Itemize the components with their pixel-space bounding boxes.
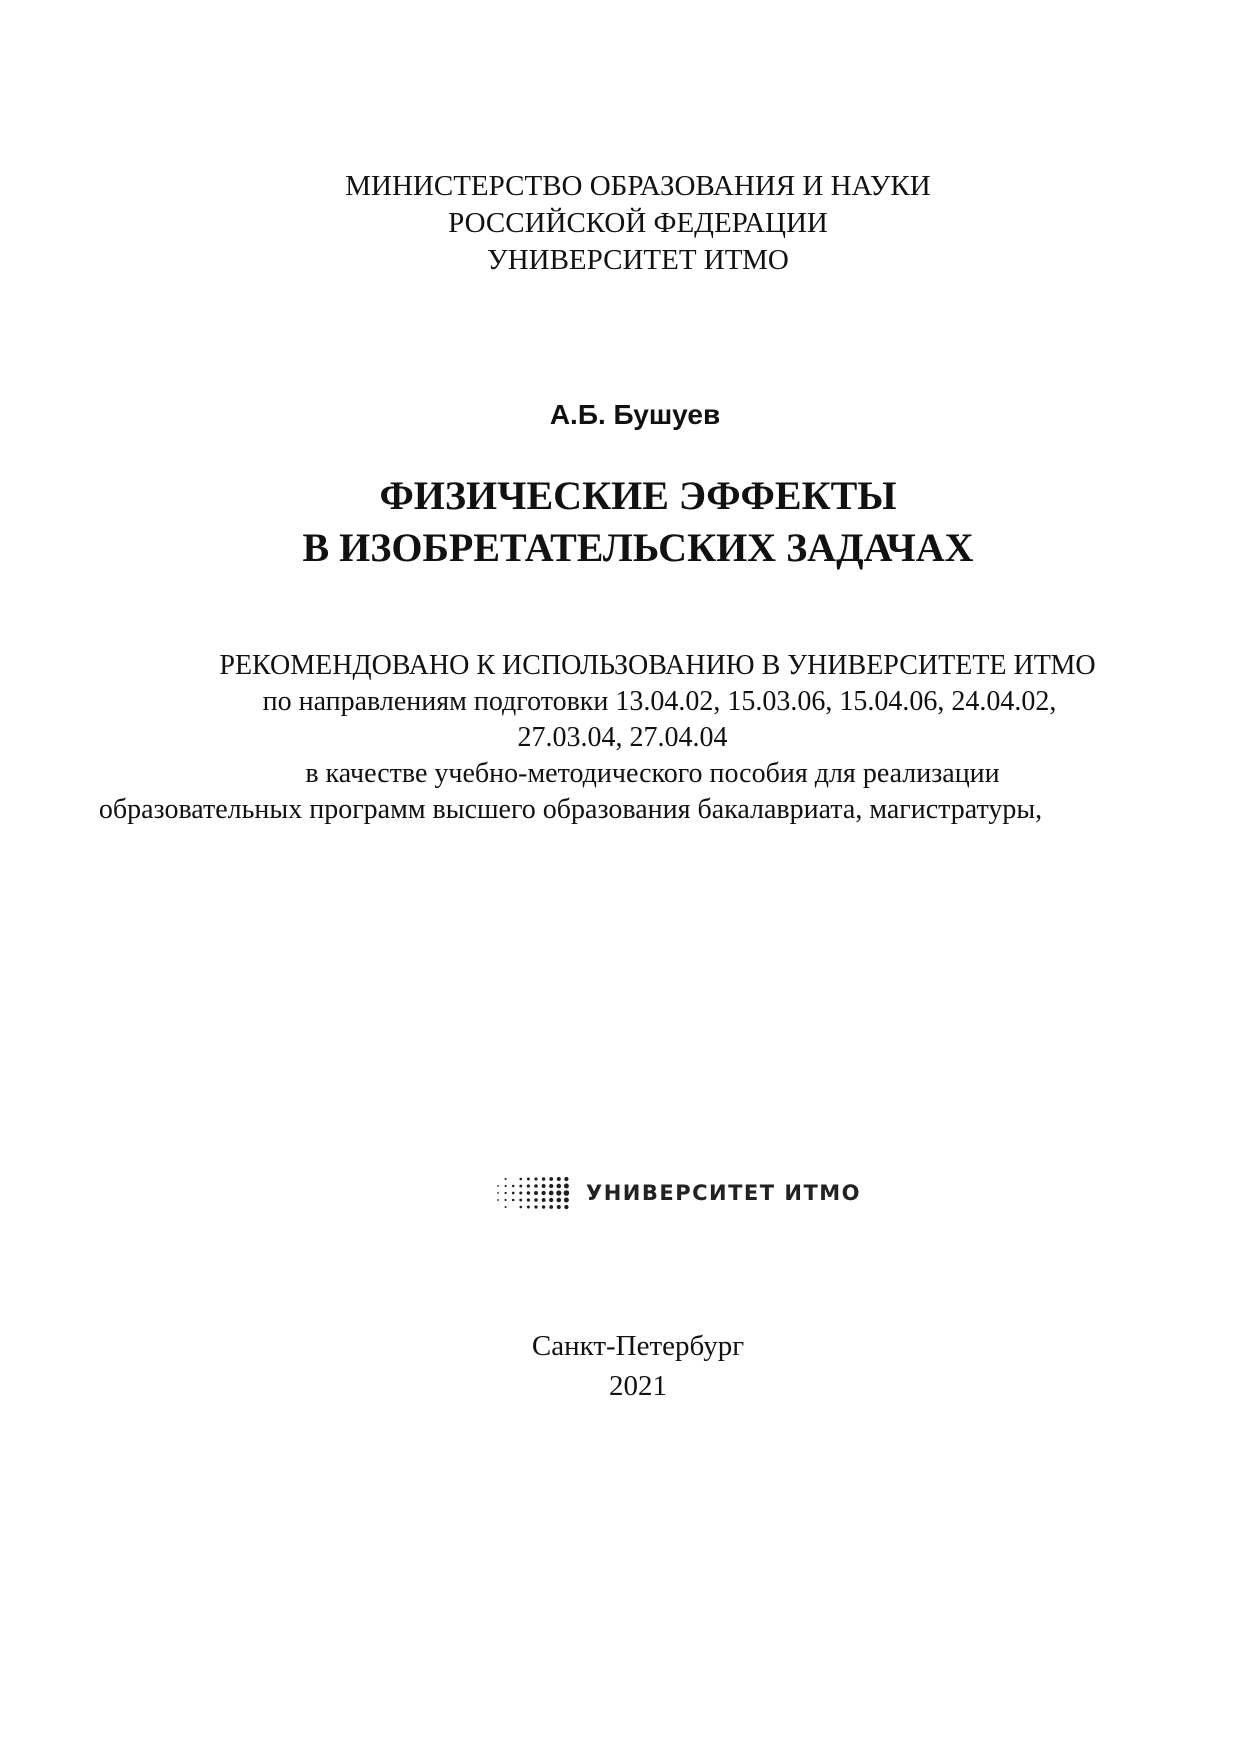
logo-dot (549, 1184, 553, 1188)
university-line: УНИВЕРСИТЕТ ИТМО (487, 244, 789, 276)
book-title (0, 470, 1240, 574)
logo-dot (549, 1198, 553, 1202)
logo-dot (527, 1184, 530, 1187)
ministry-header (0, 168, 1240, 279)
logo-dot (534, 1191, 538, 1195)
logo-dot (534, 1177, 537, 1180)
logo-dot (497, 1199, 499, 1201)
logo-dot (549, 1177, 553, 1181)
logo-dot (519, 1206, 522, 1209)
logo-dot (564, 1190, 570, 1196)
logo-dot (527, 1178, 530, 1181)
logo-dot (512, 1199, 515, 1202)
logo-dot (557, 1205, 561, 1209)
logo-dot (542, 1198, 546, 1202)
year: 2021 (609, 1370, 667, 1402)
logo-text: УНИВЕРСИТЕТ ИТМО (586, 1181, 862, 1205)
logo-dot (557, 1177, 561, 1181)
recommendation-line-2: по направлениям подготовки 13.04.02, 15.03.06, 15.04.06, 24.04.02, (262, 686, 1057, 717)
logo-dot (519, 1185, 522, 1188)
logo-dot (497, 1192, 499, 1194)
logo-dot (527, 1206, 530, 1209)
author-name: А.Б. Бушуев (549, 399, 721, 430)
logo-dot (527, 1191, 530, 1194)
logo-dot (542, 1184, 546, 1188)
federation-line: РОССИЙСКОЙ ФЕДЕРАЦИИ (448, 207, 828, 239)
title-line-2: В ИЗОБРЕТАТЕЛЬСКИХ ЗАДАЧАХ (302, 525, 974, 570)
logo-dot (542, 1205, 545, 1208)
logo-dot (534, 1184, 538, 1188)
logo-dot (505, 1185, 507, 1187)
ministry-line: МИНИСТЕРСТВО ОБРАЗОВАНИЯ И НАУКИ (345, 170, 931, 202)
logo-dot (519, 1191, 522, 1194)
logo-dot (505, 1178, 507, 1180)
logo-dot (504, 1192, 506, 1194)
title-line-1: ФИЗИЧЕСКИЕ ЭФФЕКТЫ (379, 473, 897, 518)
logo-dot (556, 1190, 561, 1195)
logo-dot (549, 1191, 554, 1196)
logo-dot (519, 1199, 522, 1202)
logo-dot (527, 1198, 530, 1201)
logo-dot (534, 1205, 537, 1208)
logo-dot (505, 1199, 507, 1201)
logo-dot (541, 1191, 545, 1195)
recommendation (0, 648, 1240, 828)
recommendation-line-1: РЕКОМЕНДОВАНО К ИСПОЛЬЗОВАНИЮ В УНИВЕРСИТЕТЕ ИТМО (219, 650, 1096, 681)
city: Санкт-Петербург (531, 1330, 745, 1362)
logo-dot (534, 1198, 538, 1202)
logo-dot (549, 1205, 553, 1209)
logo-dot (519, 1178, 522, 1181)
logo-dot (564, 1184, 569, 1189)
logo-dot (564, 1205, 568, 1209)
recommendation-line-4: в качестве учебно-методического пособия для реализации (305, 758, 1000, 789)
logo-dot (557, 1198, 562, 1203)
logo-dot (512, 1192, 515, 1195)
recommendation-line-5: образовательных программ высшего образования бакалавриата, магистратуры, (98, 794, 1043, 825)
author (0, 398, 1240, 432)
university-logo (494, 1173, 861, 1213)
logo-dot (497, 1185, 499, 1187)
logo-dot (542, 1177, 545, 1180)
recommendation-line-3: 27.03.04, 27.04.04 (517, 722, 728, 753)
logo-dot (512, 1185, 515, 1188)
logo-dot (557, 1184, 562, 1189)
logo-dot (505, 1206, 507, 1208)
imprint (0, 1326, 1240, 1406)
logo-dot (564, 1177, 568, 1181)
logo-dot (564, 1198, 569, 1203)
itmo-dots-logo-icon (494, 1175, 572, 1211)
